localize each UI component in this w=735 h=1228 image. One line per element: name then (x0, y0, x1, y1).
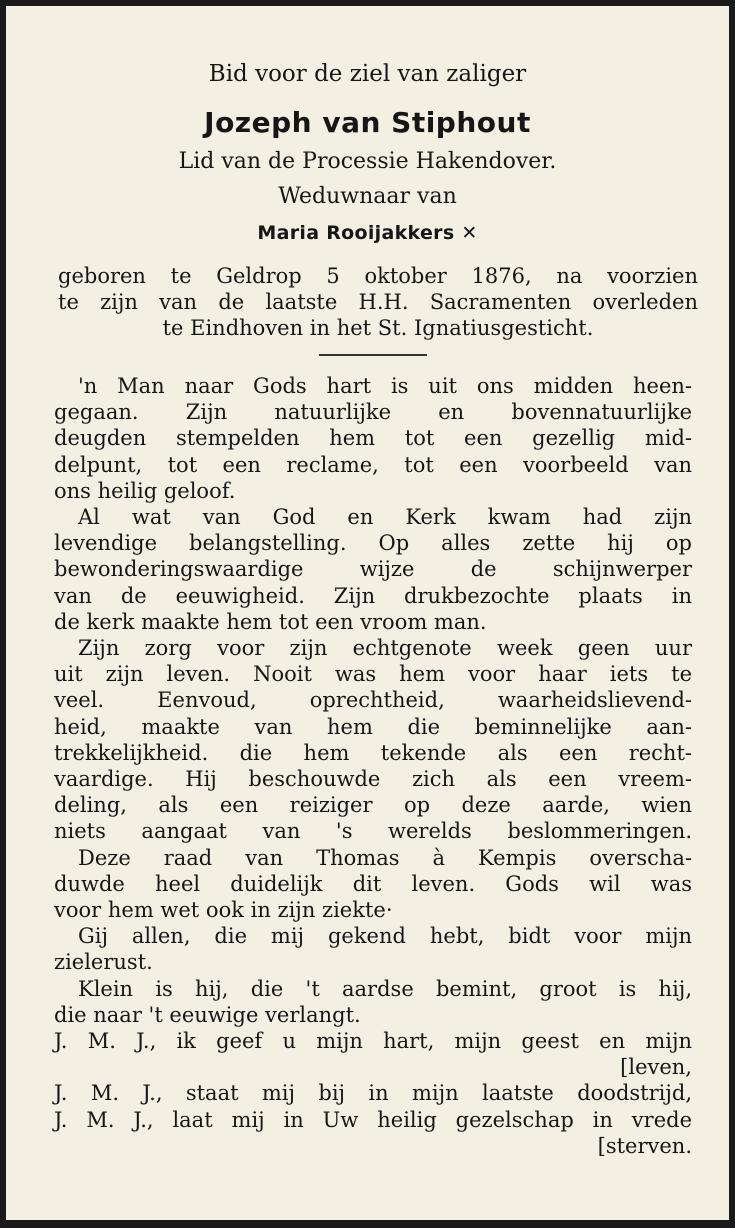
text-line: delpunt, tot een reclame, tot een voorbeeld van (54, 452, 692, 477)
text-line: zielerust. (54, 950, 153, 975)
text-line: Gij allen, die mij gekend hebt, bidt voor mijn (78, 924, 692, 949)
prayer-intro: Bid voor de ziel van zaliger (208, 61, 527, 87)
membership-line: Lid van de Processie Hakendover. (178, 149, 557, 174)
text-line: de kerk maakte hem tot een vroom man. (54, 609, 487, 634)
text-line: Al wat van God en Kerk kwam had zijn (78, 505, 692, 530)
text-line: J. M. J., ik geef u mijn hart, mijn geest en mijn (54, 1029, 692, 1054)
text-line: Klein is hij, die 't aardse bemint, groot is hij, (78, 976, 692, 1001)
text-line: J. M. J., laat mij in Uw heilig gezelschap in vrede (54, 1107, 692, 1132)
text-line: deugden stempelden hem tot een gezellig mid- (54, 426, 692, 451)
text-line: Zijn zorg voor zijn echtgenote week geen uur (78, 636, 692, 661)
text-line: die naar 't eeuwige verlangt. (54, 1002, 361, 1027)
text-line: heid, maakte van hem die beminnelijke aan- (54, 714, 692, 739)
divider (319, 354, 427, 356)
text-line: levendige belangstelling. Op alles zette hij op (54, 531, 692, 556)
text-line: niets aangaat van 's werelds beslommeringen. (54, 819, 692, 844)
deceased-name: Jozeph van Stiphout (204, 106, 531, 139)
birth-line: te zijn van de laatste H.H. Sacramenten overleden (58, 290, 698, 314)
text-line: ons heilig geloof. (54, 478, 236, 503)
text-line: uit zijn leven. Nooit was hem voor haar iets te (54, 662, 692, 687)
spouse-name: Maria Rooijakkers ✕ (257, 222, 478, 244)
widower-line: Weduwnaar van (278, 184, 457, 209)
text-line: van de eeuwigheid. Zijn drukbezochte plaats in (54, 583, 692, 608)
birth-death-paragraph (58, 263, 698, 341)
text-line: gegaan. Zijn natuurlijke en bovennatuurlijke (54, 400, 692, 425)
text-line: [leven, (620, 1055, 692, 1080)
text-line: duwde heel duidelijk dit leven. Gods wil was (54, 871, 692, 896)
text-line: Deze raad van Thomas à Kempis overscha- (78, 845, 692, 870)
memorial-card (6, 6, 729, 1220)
text-line: J. M. J., staat mij bij in mijn laatste doodstrijd, (54, 1081, 692, 1106)
eulogy-text (54, 373, 692, 1159)
text-line: veel. Eenvoud, oprechtheid, waarheidslievend- (54, 688, 692, 713)
birth-line: geboren te Geldrop 5 oktober 1876, na voorzien (58, 264, 698, 288)
text-line: 'n Man naar Gods hart is uit ons midden heen- (78, 374, 692, 398)
text-line: vaardige. Hij beschouwde zich als een vreem- (54, 767, 692, 792)
text-line: bewonderingswaardige wijze de schijnwerper (54, 557, 692, 582)
text-line: deling, als een reiziger op deze aarde, wien (54, 793, 692, 818)
birth-line: te Eindhoven in het St. Ignatiusgesticht. (162, 316, 594, 340)
text-line: voor hem wet ook in zijn ziekte· (54, 898, 393, 923)
text-line: [sterven. (597, 1133, 692, 1158)
text-line: trekkelijkheid. die hem tekende als een recht- (54, 740, 692, 765)
